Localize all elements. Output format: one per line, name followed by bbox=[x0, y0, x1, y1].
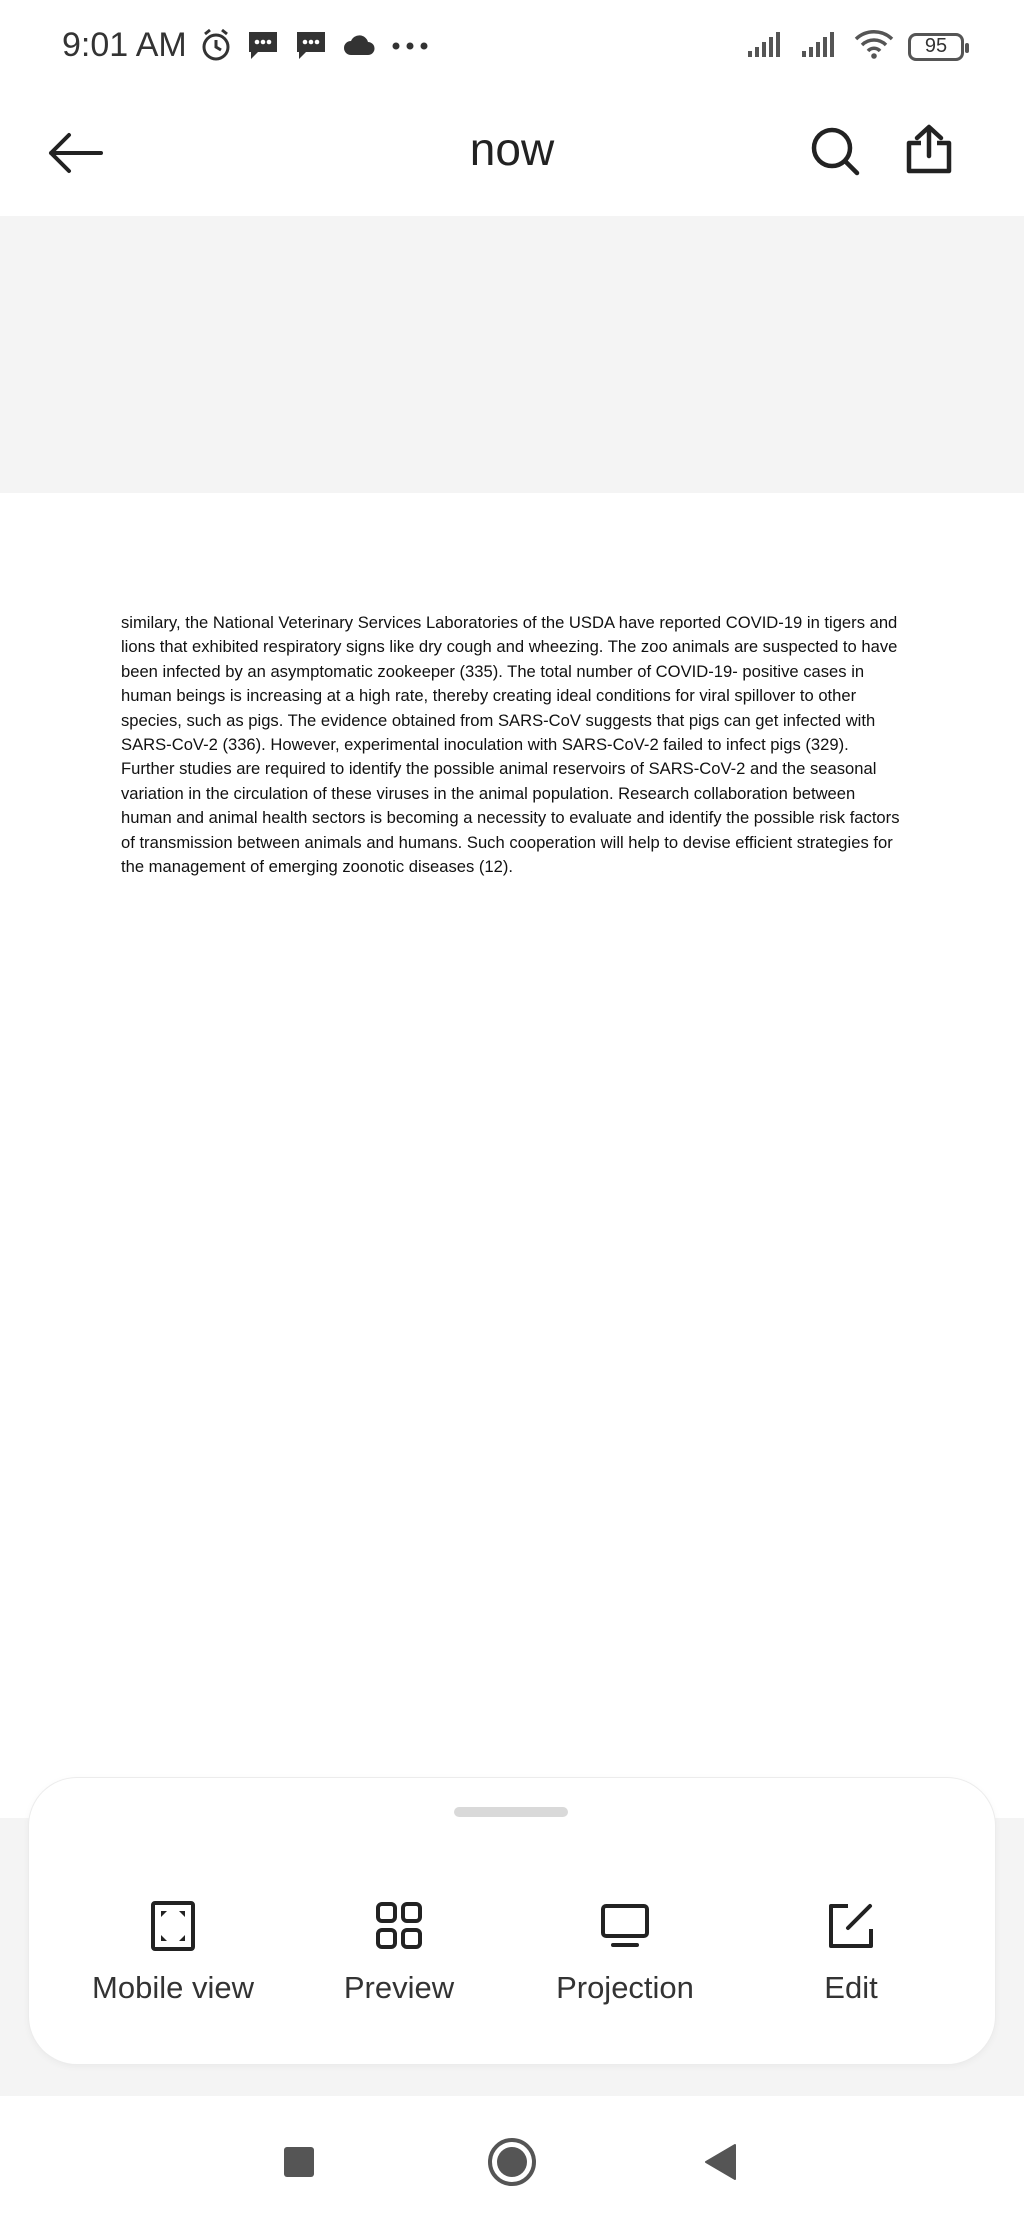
edit-icon bbox=[821, 1896, 881, 1956]
grid-icon bbox=[369, 1896, 429, 1956]
preview-button[interactable] bbox=[286, 1896, 512, 2006]
recents-button[interactable] bbox=[269, 2134, 329, 2194]
sheet-actions bbox=[29, 1896, 995, 2006]
share-icon bbox=[904, 123, 954, 180]
more-dots-icon bbox=[390, 39, 430, 57]
edit-button[interactable] bbox=[738, 1896, 964, 2006]
mobile-view-label: Mobile view bbox=[92, 1970, 254, 2005]
battery-icon: 95 bbox=[908, 33, 964, 61]
preview-label: Preview bbox=[343, 1970, 455, 2005]
recents-square-icon bbox=[283, 2146, 315, 2183]
status-icons-right bbox=[746, 28, 964, 65]
home-button[interactable] bbox=[482, 2134, 542, 2194]
edit-label: Edit bbox=[824, 1970, 878, 2005]
back-triangle-icon bbox=[702, 2142, 738, 2187]
projection-button[interactable] bbox=[512, 1896, 738, 2006]
document-top-gap bbox=[0, 216, 1024, 493]
bottom-sheet bbox=[29, 1778, 995, 2064]
message-icon bbox=[294, 29, 328, 66]
document-page[interactable] bbox=[0, 493, 1024, 1818]
search-icon bbox=[809, 125, 861, 182]
signal-icon bbox=[746, 29, 786, 64]
sheet-drag-handle[interactable] bbox=[454, 1807, 568, 1817]
nav-back-button[interactable] bbox=[690, 2134, 750, 2194]
wifi-icon bbox=[854, 28, 894, 65]
page-title: now bbox=[469, 123, 555, 175]
status-time: 9:01 AM bbox=[62, 26, 187, 64]
document-paragraph: similary, the National Veterinary Services Laboratories of the USDA have reported COVID-19 in tigers and lions that exhibited respiratory signs like dry cough and wheezing. The zoo animals are suspected to have been infected by an asymptomatic zookeeper (335). The total number of COVID-19- positive cases in human beings is increasing at a high rate, thereby creating ideal conditions for viral spillover to other species, such as pigs. The evidence obtained from SARS-CoV suggests that pigs can get infected with SARS-CoV-2 (336). However, experimental inoculation with SARS-CoV-2 failed to infect pigs (329). Further studies are required to identify the possible animal reservoirs of SARS-CoV-2 and the seasonal variation in the circulation of these viruses in the animal population. Research collaboration between human and animal health sectors is becoming a necessity to evaluate and identify the possible risk factors of transmission between animals and humans. Such cooperation will help to devise efficient strategies for the management of emerging zoonotic diseases (12). bbox=[121, 613, 900, 877]
monitor-icon bbox=[595, 1896, 655, 1956]
projection-label: Projection bbox=[556, 1970, 694, 2005]
app-bar bbox=[0, 92, 1024, 216]
status-icons-left bbox=[200, 28, 430, 67]
home-circle-icon bbox=[486, 2136, 538, 2193]
mobile-view-icon bbox=[143, 1896, 203, 1956]
signal-icon bbox=[800, 29, 840, 64]
alarm-icon bbox=[200, 28, 232, 67]
share-button[interactable] bbox=[894, 116, 964, 186]
system-nav-bar bbox=[0, 2096, 1024, 2219]
search-button[interactable] bbox=[800, 118, 870, 188]
mobile-view-button[interactable] bbox=[60, 1896, 286, 2006]
status-bar bbox=[0, 0, 1024, 92]
cloud-icon bbox=[342, 33, 376, 62]
message-icon bbox=[246, 29, 280, 66]
